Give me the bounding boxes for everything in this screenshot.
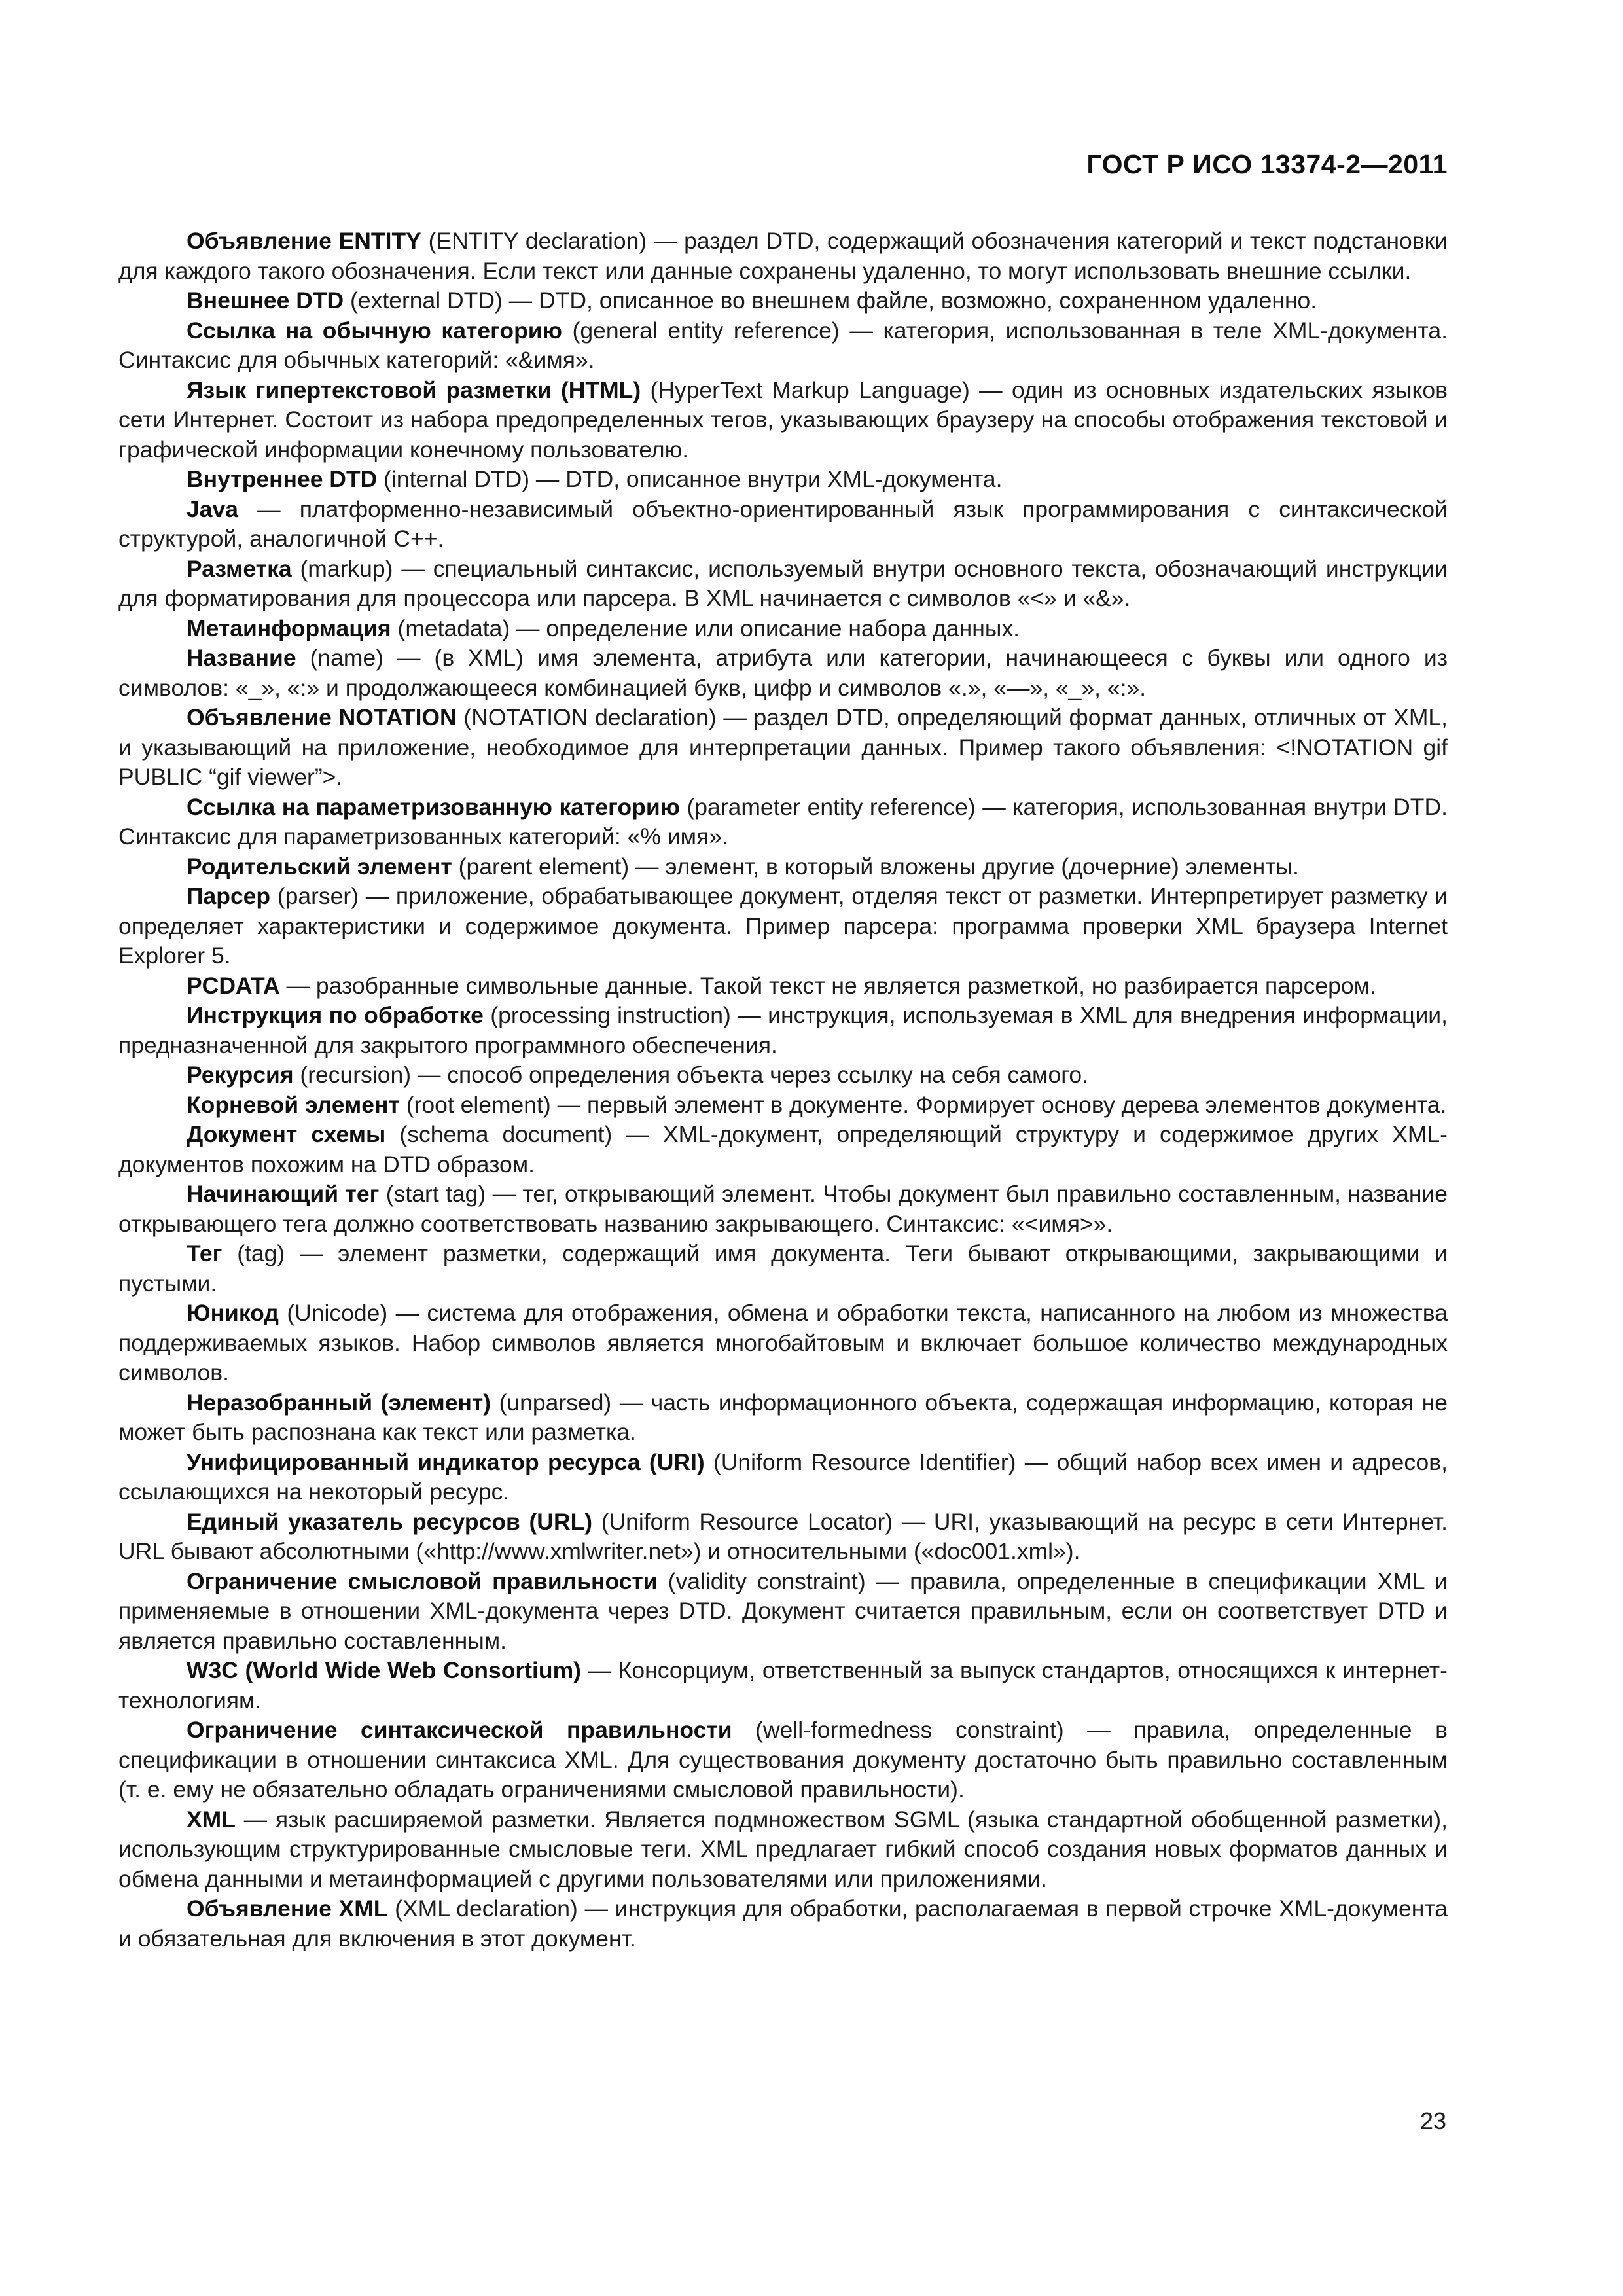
- glossary-entry: [118, 614, 1448, 644]
- glossary-entry: [118, 1805, 1448, 1895]
- entry-term: Рекурсия: [187, 1062, 294, 1088]
- glossary-entry: [118, 465, 1448, 495]
- entry-definition: (NOTATION declaration) — раздел DTD, определяющий формат данных, отличных от XML, и указывающий на приложение, необходимое для интерпретации данных. Пример такого объявления: <!NOTATION gif PUBLIC “gif viewer”>.: [118, 704, 1448, 790]
- entry-term: Единый указатель ресурсов (URL): [187, 1508, 593, 1535]
- entry-term: Ссылка на параметризованную категорию: [187, 793, 680, 820]
- entry-definition: (external DTD) — DTD, описанное во внешнем файле, возможно, сохраненном удаленно.: [344, 287, 1317, 314]
- entry-definition: — платформенно-независимый объектно-ориентированный язык программирования с синтаксической структурой, аналогичной С++.: [118, 495, 1448, 552]
- entry-term: Корневой элемент: [187, 1091, 400, 1118]
- entry-definition: — разобранные символьные данные. Такой текст не является разметкой, но разбирается парсером.: [279, 972, 1376, 999]
- entry-definition: (Uniform Resource Identifier) — общий набор всех имен и адресов, ссылающихся на некоторый ресурс.: [118, 1448, 1448, 1505]
- glossary-entry: [118, 286, 1448, 316]
- entry-definition: (parent element) — элемент, в который вложены другие (дочерние) элементы.: [452, 853, 1299, 880]
- entry-definition: (ENTITY declaration) — раздел DTD, содержащий обозначения категорий и текст подстановки для каждого такого обозначения. Если текст или данные сохранены удаленно, то могут использовать внешние ссылки.: [118, 228, 1448, 284]
- document-header: ГОСТ Р ИСО 13374-2—2011: [1086, 149, 1448, 179]
- glossary-entry: [118, 852, 1448, 882]
- entry-term: Объявление ENTITY: [187, 228, 421, 254]
- entry-term: Инструкция по обработке: [187, 1002, 484, 1028]
- entry-definition: — Консорциум, ответственный за выпуск стандартов, относящихся к интернет-технологиям.: [118, 1657, 1448, 1713]
- glossary-entry: [118, 793, 1448, 852]
- entry-term: Название: [187, 645, 296, 671]
- glossary-entry: [118, 1656, 1448, 1715]
- entry-term: Разметка: [187, 555, 292, 582]
- entry-term: PCDATA: [187, 972, 280, 999]
- glossary-entry: [118, 554, 1448, 614]
- glossary-entry: [118, 1120, 1448, 1179]
- entry-term: Унифицированный индикатор ресурса (URI): [187, 1448, 705, 1475]
- glossary-entry: [118, 495, 1448, 554]
- entry-definition: (unparsed) — часть информационного объекта, содержащая информацию, которая не может быть распознана как текст или разметка.: [118, 1389, 1448, 1445]
- glossary-entry: [118, 1507, 1448, 1567]
- glossary-entry: [118, 226, 1448, 286]
- entry-term: Тег: [187, 1240, 223, 1266]
- entry-term: Парсер: [187, 883, 271, 909]
- entry-definition: (Unicode) — система для отображения, обмена и обработки текста, написанного на любом из множества поддерживаемых языков. Набор символов является многобайтовым и включает большое количество международных символов.: [118, 1300, 1448, 1386]
- glossary-entry: [118, 1715, 1448, 1805]
- entry-term: Внешнее DTD: [187, 287, 344, 314]
- glossary-entry: [118, 1388, 1448, 1448]
- entry-term: Java: [187, 495, 238, 522]
- glossary-entry: [118, 1448, 1448, 1507]
- entry-term: Юникод: [187, 1300, 279, 1326]
- entry-definition: (processing instruction) — инструкция, используемая в XML для внедрения информации, предназначенной для закрытого программного обеспечения.: [118, 1002, 1448, 1058]
- entry-term: Неразобранный (элемент): [187, 1389, 491, 1416]
- entry-definition: (metadata) — определение или описание набора данных.: [391, 615, 1020, 641]
- glossary-entry: [118, 1894, 1448, 1954]
- entry-term: XML: [187, 1806, 236, 1833]
- glossary-entry: [118, 1179, 1448, 1239]
- glossary-entry: [118, 376, 1448, 465]
- glossary-entry: [118, 1299, 1448, 1388]
- entry-definition: (internal DTD) — DTD, описанное внутри XML-документа.: [377, 466, 1003, 492]
- entry-definition: (well-formedness constraint) — правила, определенные в спецификации в отношении синтаксиса XML. Для существования документу достаточно быть правильно составленным (т. е. ему не обязательно обладать ограничениями смысловой правильности).: [118, 1717, 1448, 1803]
- entry-term: Ограничение синтаксической правильности: [187, 1717, 732, 1743]
- entry-definition: (name) — (в XML) имя элемента, атрибута или категории, начинающееся с буквы или одного из символов: «_», «:» и продолжающееся комбинацией букв, цифр и символов «.», «—», «_», «:».: [118, 645, 1448, 701]
- entry-term: Внутреннее DTD: [187, 466, 378, 492]
- entry-definition: (schema document) — XML-документ, определяющий структуру и содержимое других XML-документов похожим на DTD образом.: [118, 1121, 1448, 1177]
- entry-term: Объявление NOTATION: [187, 704, 457, 730]
- glossary-entry: [118, 703, 1448, 793]
- page-number: 23: [1419, 2108, 1446, 2134]
- entry-definition: (recursion) — способ определения объекта через ссылку на себя самого.: [293, 1062, 1088, 1088]
- entry-term: Ограничение смысловой правильности: [187, 1568, 658, 1594]
- entry-term: Начинающий тег: [187, 1181, 380, 1207]
- glossary-entry: [118, 1060, 1448, 1090]
- glossary-entry: [118, 1567, 1448, 1657]
- entry-definition: (markup) — специальный синтаксис, используемый внутри основного текста, обозначающий инструкции для форматирования для процессора или парсера. В XML начинается с символов «<» и «&».: [118, 555, 1448, 611]
- entry-definition: (parser) — приложение, обрабатывающее документ, отделяя текст от разметки. Интерпретирует разметку и определяет характеристики и содержимое документа. Пример парсера: программа проверки XML браузера Internet Explorer 5.: [118, 883, 1448, 969]
- glossary-entry: [118, 1239, 1448, 1299]
- glossary-entry: [118, 643, 1448, 703]
- entry-term: Ссылка на обычную категорию: [187, 317, 562, 344]
- entry-definition: (start tag) — тег, открывающий элемент. Чтобы документ был правильно составленным, название открывающего тега должно соответствовать названию закрывающего. Синтаксис: «<имя>».: [118, 1181, 1448, 1237]
- entry-term: W3C (World Wide Web Consortium): [187, 1657, 581, 1683]
- entry-term: Метаинформация: [187, 615, 391, 641]
- glossary-entry: [118, 882, 1448, 971]
- entry-term: Документ схемы: [187, 1121, 386, 1147]
- glossary-entry: [118, 1090, 1448, 1121]
- entry-definition: (validity constraint) — правила, определенные в спецификации XML и применяемые в отношении XML-документа через DTD. Документ считается правильным, если он соответствует DTD и является правильно составленным.: [118, 1568, 1448, 1654]
- entry-definition: (HyperText Markup Language) — один из основных издательских языков сети Интернет. Состоит из набора предопределенных тегов, указывающих браузеру на способы отображения текстовой и графической информации конечному пользователю.: [118, 376, 1448, 463]
- entry-term: Объявление XML: [187, 1895, 388, 1922]
- entry-definition: (XML declaration) — инструкция для обработки, располагаемая в первой строчке XML-документа и обязательная для включения в этот документ.: [118, 1895, 1448, 1952]
- entry-term: Язык гипертекстовой разметки (HTML): [187, 376, 641, 403]
- glossary-entry: [118, 971, 1448, 1001]
- glossary-entry: [118, 1001, 1448, 1060]
- entry-term: Родительский элемент: [187, 853, 452, 880]
- entry-definition: (tag) — элемент разметки, содержащий имя документа. Теги бывают открывающими, закрывающими и пустыми.: [118, 1240, 1448, 1297]
- entry-definition: (general entity reference) — категория, использованная в теле XML-документа. Синтаксис для обычных категорий: «&имя».: [118, 317, 1448, 373]
- glossary-entry: [118, 316, 1448, 376]
- entry-definition: (Uniform Resource Locator) — URI, указывающий на ресурс в сети Интернет. URL бывают абсолютными («http://www.xmlwriter.net») и относительными («doc001.xml»).: [118, 1508, 1448, 1564]
- entry-definition: (parameter entity reference) — категория, использованная внутри DTD. Синтаксис для параметризованных категорий: «% имя».: [118, 793, 1448, 850]
- glossary-content: [118, 226, 1448, 1954]
- entry-definition: (root element) — первый элемент в документе. Формирует основу дерева элементов документа.: [399, 1091, 1447, 1118]
- entry-definition: — язык расширяемой разметки. Является подмножеством SGML (языка стандартной обобщенной разметки), использующим структурированные смысловые теги. XML предлагает гибкий способ создания новых форматов данных и обмена данными и метаинформацией с другими пользователями или приложениями.: [118, 1806, 1448, 1892]
